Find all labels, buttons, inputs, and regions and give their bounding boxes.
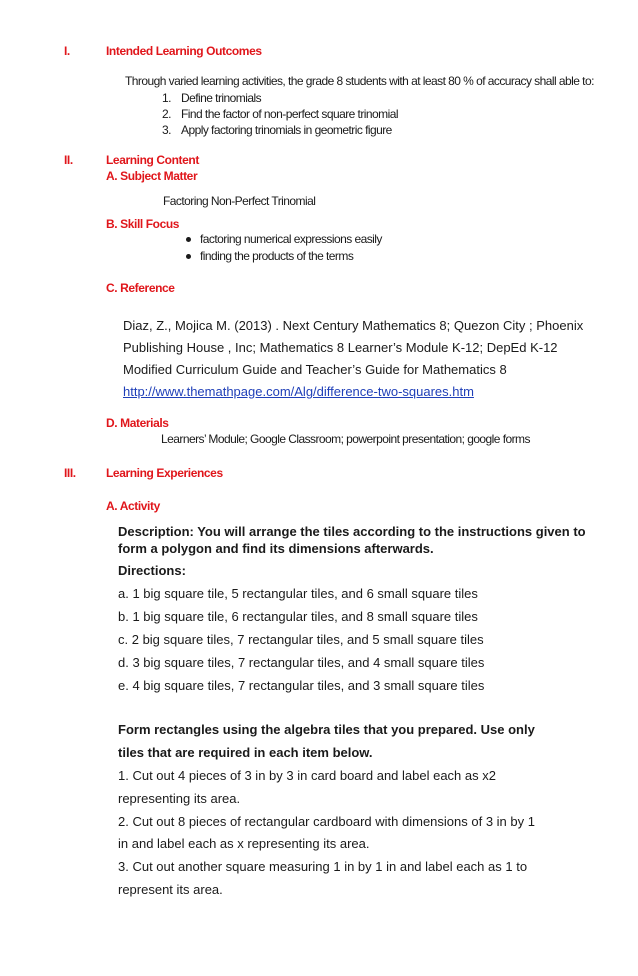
section-2-number: II.: [64, 153, 73, 167]
subject-matter-text: Factoring Non-Perfect Trinomial: [163, 194, 316, 208]
step-2-line-2: in and label each as x representing its area.: [118, 836, 370, 851]
description-line-2: form a polygon and find its dimensions afterwards.: [118, 541, 434, 556]
description-line-1: Description: You will arrange the tiles according to the instructions given to: [118, 524, 586, 539]
outcome-1-number: 1.: [162, 91, 171, 105]
outcome-1-text: Define trinomials: [181, 91, 262, 105]
step-3-line-1: 3. Cut out another square measuring 1 in by 1 in and label each as 1 to: [118, 859, 528, 874]
section-1-title: Intended Learning Outcomes: [106, 44, 262, 58]
outcome-3-text: Apply factoring trinomials in geometric figure: [181, 123, 392, 137]
section-3-number: III.: [64, 466, 76, 480]
step-2-line-1: 2. Cut out 8 pieces of rectangular cardboard with dimensions of 3 in by 1: [118, 814, 535, 829]
direction-item-c: c. 2 big square tiles, 7 rectangular tiles, and 5 small square tiles: [118, 632, 484, 647]
activity-label: A. Activity: [106, 499, 160, 513]
direction-item-d: d. 3 big square tiles, 7 rectangular tiles, and 4 small square tiles: [118, 655, 485, 670]
step-3-line-2: represent its area.: [118, 882, 223, 897]
bullet-icon: [186, 237, 191, 242]
skill-focus-label: B. Skill Focus: [106, 217, 180, 231]
subject-matter-label: A. Subject Matter: [106, 169, 198, 183]
reference-line-3: Modified Curriculum Guide and Teacher’s Guide for Mathematics 8: [123, 362, 507, 377]
direction-item-e: e. 4 big square tiles, 7 rectangular tiles, and 3 small square tiles: [118, 678, 485, 693]
form-instruction-line-1: Form rectangles using the algebra tiles that you prepared. Use only: [118, 722, 535, 737]
step-1-line-1: 1. Cut out 4 pieces of 3 in by 3 in card board and label each as x2: [118, 768, 496, 783]
outcome-2-number: 2.: [162, 107, 171, 121]
reference-line-2: Publishing House , Inc; Mathematics 8 Learner’s Module K-12; DepEd K-12: [123, 340, 558, 355]
section-1-number: I.: [64, 44, 70, 58]
directions-label: Directions:: [118, 563, 186, 578]
outcome-2-text: Find the factor of non-perfect square trinomial: [181, 107, 398, 121]
direction-item-b: b. 1 big square tile, 6 rectangular tiles, and 8 small square tiles: [118, 609, 478, 624]
reference-label: C. Reference: [106, 281, 175, 295]
materials-label: D. Materials: [106, 416, 169, 430]
step-1-line-2: representing its area.: [118, 791, 241, 806]
section-3-title: Learning Experiences: [106, 466, 223, 480]
materials-text: Learners’ Module; Google Classroom; powerpoint presentation; google forms: [161, 432, 530, 446]
outcomes-intro: Through varied learning activities, the grade 8 students with at least 80 % of accuracy shall able to:: [125, 74, 594, 88]
direction-item-a: a. 1 big square tile, 5 rectangular tiles, and 6 small square tiles: [118, 586, 478, 601]
skill-item-2: finding the products of the terms: [200, 249, 354, 263]
skill-item-1: factoring numerical expressions easily: [200, 232, 382, 246]
reference-link[interactable]: http://www.themathpage.com/Alg/difference-two-squares.htm: [123, 384, 474, 399]
outcome-3-number: 3.: [162, 123, 171, 137]
form-instruction-line-2: tiles that are required in each item below.: [118, 745, 373, 760]
bullet-icon: [186, 254, 191, 259]
section-2-title: Learning Content: [106, 153, 199, 167]
reference-line-1: Diaz, Z., Mojica M. (2013) . Next Century Mathematics 8; Quezon City ; Phoenix: [123, 318, 584, 333]
